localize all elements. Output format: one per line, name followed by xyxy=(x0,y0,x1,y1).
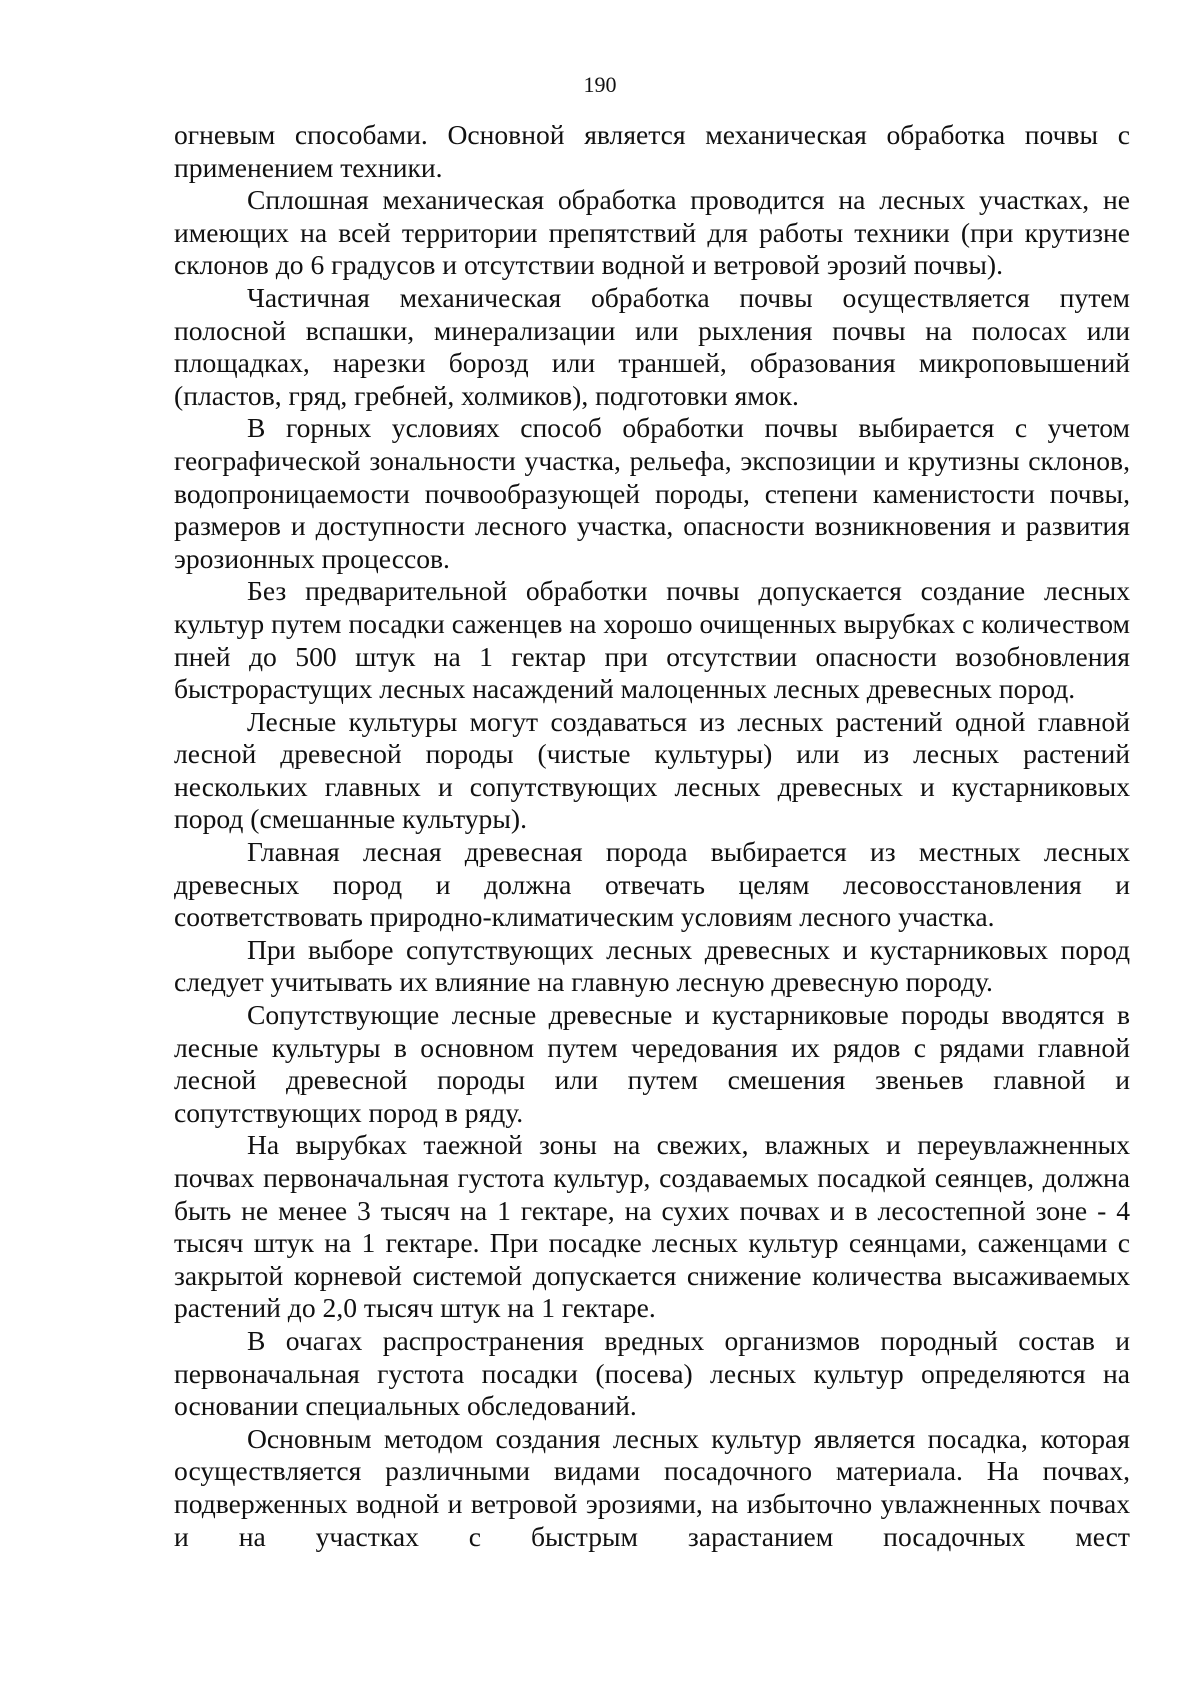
page-number: 190 xyxy=(583,72,617,97)
paragraph-2: Сплошная механическая обработка проводится на лесных участках, не имеющих на всей территории препятствий для работы техники (при крутизне склонов до 6 градусов и отсутствии водной и ветровой эрозий почвы). xyxy=(174,184,1130,281)
body-text xyxy=(174,119,1130,1553)
paragraph-3: Частичная механическая обработка почвы осуществляется путем полосной вспашки, минерализации или рыхления почвы на полосах или площадках, нарезки борозд или траншей, образования микроповышений (пластов, гряд, гребней, холмиков), подготовки ямок. xyxy=(174,281,1130,411)
paragraph-9: Сопутствующие лесные древесные и кустарниковые породы вводятся в лесные культуры в основном путем чередования их рядов с рядами главной лесной древесной породы или путем смешения звеньев главной и сопутствующих пород в ряду. xyxy=(174,999,1130,1128)
paragraph-11: В очагах распространения вредных организмов породный состав и первоначальная густота посадки (посева) лесных культур определяются на основании специальных обследований. xyxy=(174,1324,1130,1422)
paragraph-12: Основным методом создания лесных культур является посадка, которая осуществляется различными видами посадочного материала. На почвах, подверженных водной и ветровой эрозиями, на избыточно увлажненных почвах и на участках с быстрым зарастанием посадочных мест xyxy=(174,1422,1130,1552)
paragraph-4: В горных условиях способ обработки почвы выбирается с учетом географической зональности участка, рельефа, экспозиции и крутизны склонов, водопроницаемости почвообразующей породы, степени каменистости почвы, размеров и доступности лесного участка, опасности возникновения и развития эрозионных процессов. xyxy=(174,412,1130,574)
paragraph-7: Главная лесная древесная порода выбирается из местных лесных древесных пород и должна отвечать целям лесовосстановления и соответствовать природно-климатическим условиям лесного участка. xyxy=(174,836,1130,933)
paragraph-5: Без предварительной обработки почвы допускается создание лесных культур путем посадки саженцев на хорошо очищенных вырубках с количеством пней до 500 штук на 1 гектар при отсутствии опасности возобновления быстрорастущих лесных насаждений малоценных лесных древесных пород. xyxy=(174,575,1130,705)
paragraph-10: На вырубках таежной зоны на свежих, влажных и переувлажненных почвах первоначальная густота культур, создаваемых посадкой сеянцев, должна быть не менее 3 тысяч на 1 гектаре, на сухих почвах и в лесостепной зоне - 4 тысяч штук на 1 гектаре. При посадке лесных культур сеянцами, саженцами с закрытой корневой системой допускается снижение количества высаживаемых растений до 2,0 тысяч штук на 1 гектаре. xyxy=(174,1129,1130,1324)
paragraph-8: При выборе сопутствующих лесных древесных и кустарниковых пород следует учитывать их влияние на главную лесную древесную породу. xyxy=(174,933,1130,998)
paragraph-1: огневым способами. Основной является механическая обработка почвы с применением техники. xyxy=(174,119,1130,183)
paragraph-6: Лесные культуры могут создаваться из лесных растений одной главной лесной древесной породы (чистые культуры) или из лесных растений нескольких главных и сопутствующих лесных древесных и кустарниковых пород (смешанные культуры). xyxy=(174,705,1130,835)
